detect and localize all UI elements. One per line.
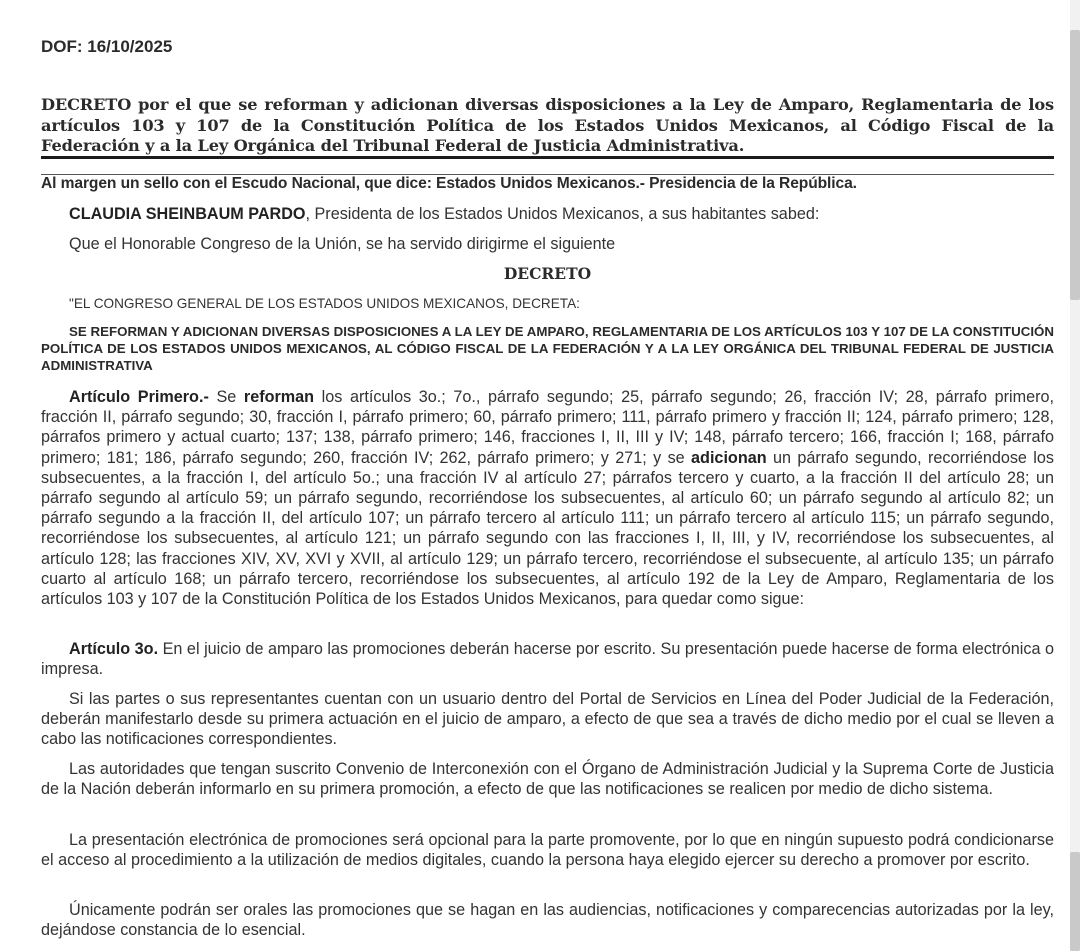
congress-paragraph: Que el Honorable Congreso de la Unión, se ha servido dirigirme el siguiente: [69, 235, 616, 253]
article-first-se: Se: [208, 388, 244, 406]
reforman-keyword: reforman: [243, 388, 315, 406]
scrollbar-thumb[interactable]: [1070, 30, 1080, 300]
adicionan-keyword: adicionan: [691, 448, 767, 467]
margin-note: Al margen un sello con el Escudo Nacional, que dice: Estados Unidos Mexicanos.- Presidencia de la República.: [41, 175, 857, 192]
president-name: CLAUDIA SHEINBAUM PARDO: [69, 205, 306, 223]
article-first-text-b: un párrafo segundo, recorriéndose los subsecuentes, a la fracción I, del artículo 5o.; una fracción IV al artículo 27; párrafos tercero y cuarto, a la fracción II del artículo 28; un párrafo segundo al artículo 59; un párrafo segundo, recorriéndose los subsecuentes, al artículo 60; un párrafo segundo al artículo 82; un párrafo segundo a la fracción II, del artículo 107; un párrafo tercero al artículo 111; un párrafo tercero al artículo 115; un párrafo segundo, recorriéndose los subsecuentes, al artículo 121; un párrafo segundo con las fracciones I, II, III, y IV, recorriéndose los subsecuentes, al artículo 128; las fracciones XIV, XV, XVI y XVII, al artículo 129; un párrafo tercero, recorriéndose el subsecuente, al artículo 135; un párrafo cuarto al artículo 168; un párrafo tercero, recorriéndose los subsecuentes, al artículo 192 de la Ley de Amparo, Reglamentaria de los artículos 103 y 107 de la Constitución Política de los Estados Unidos Mexicanos, para quedar como sigue:: [41, 448, 1054, 609]
paragraph-presentacion: La presentación electrónica de promociones será opcional para la parte promovente, por lo que en ningún supuesto podrá condicionarse el acceso al procedimiento a la utilización de medios digitales, cuando la persona haya elegido ejercer su derecho a promover por escrito.: [41, 831, 1054, 870]
president-paragraph: [41, 204, 1054, 224]
article-first-text-a: los artículos 3o.; 7o., párrafo segundo; 25, párrafo segundo; 26, fracción IV; 28, párrafo primero, fracción II, párrafo segundo; 30, fracción I, párrafo primero; 60, párrafo primero; 111, párrafo primero y fracción II; 124, párrafo primero; 128, párrafos primero y actual cuarto; 137; 138, párrafo primero; 146, fracciones I, II, III y IV; 148, párrafo tercero; 166, fracción I; 168, párrafo primero; 181; 186, párrafo segundo; 260, fracción IV; 262, párrafo primero; y 271; y se: [41, 388, 1055, 467]
caps-heading: SE REFORMAN Y ADICIONAN DIVERSAS DISPOSICIONES A LA LEY DE AMPARO, REGLAMENTARIA DE LOS ARTÍCULOS 103 Y 107 DE LA CONSTITUCIÓN POLÍTICA DE LOS ESTADOS UNIDOS MEXICANOS, AL CÓDIGO FISCAL DE LA FEDERACIÓN Y A LA LEY ORGÁNICA DEL TRIBUNAL FEDERAL DE JUSTICIA ADMINISTRATIVA: [41, 324, 1054, 374]
president-text: , Presidenta de los Estados Unidos Mexicanos, a sus habitantes sabed:: [305, 205, 820, 223]
dof-date: DOF: 16/10/2025: [41, 37, 173, 56]
vertical-scrollbar[interactable]: [1070, 0, 1080, 951]
article-3-label: Artículo 3o.: [69, 640, 159, 658]
article-first-label: Artículo Primero.-: [69, 388, 209, 406]
paragraph-orales: Únicamente podrán ser orales las promociones que se hagan en las audiencias, notificaciones y comparecencias autorizadas por la ley, dejándose constancia de lo esencial.: [41, 901, 1054, 940]
decreto-heading: DECRETO: [503, 264, 592, 283]
paragraph-partes: Si las partes o sus representantes cuentan con un usuario dentro del Portal de Servicios en Línea del Poder Judicial de la Federación, deberán manifestarlo desde su primera actuación en el juicio de amparo, a efecto de que sea a través de dicho medio por el cual se lleven a cabo las notificaciones correspondientes.: [41, 690, 1054, 749]
congress-decrees: "EL CONGRESO GENERAL DE LOS ESTADOS UNIDOS MEXICANOS, DECRETA:: [69, 296, 580, 311]
article-3-paragraph: [41, 639, 1054, 679]
article-3-text: En el juicio de amparo las promociones deberán hacerse por escrito. Su presentación puede hacerse de forma electrónica o impresa.: [41, 640, 1054, 679]
decree-title: DECRETO por el que se reforman y adicionan diversas disposiciones a la Ley de Amparo, Reglamentaria de los artículos 103 y 107 de la Constitución Política de los Estados Unidos Mexicanos, al Código Fiscal de la Federación y a la Ley Orgánica del Tribunal Federal de Justicia Administrativa.: [41, 95, 1054, 155]
article-first-paragraph: [41, 387, 1054, 609]
title-rule-thick: [41, 156, 1054, 159]
scrollbar-thumb-lower[interactable]: [1070, 852, 1080, 951]
paragraph-autoridades: Las autoridades que tengan suscrito Convenio de Interconexión con el Órgano de Administración Judicial y la Suprema Corte de Justicia de la Nación deberán informarlo en su primera promoción, a efecto de que las notificaciones se realicen por medio de dicho sistema.: [41, 760, 1054, 799]
